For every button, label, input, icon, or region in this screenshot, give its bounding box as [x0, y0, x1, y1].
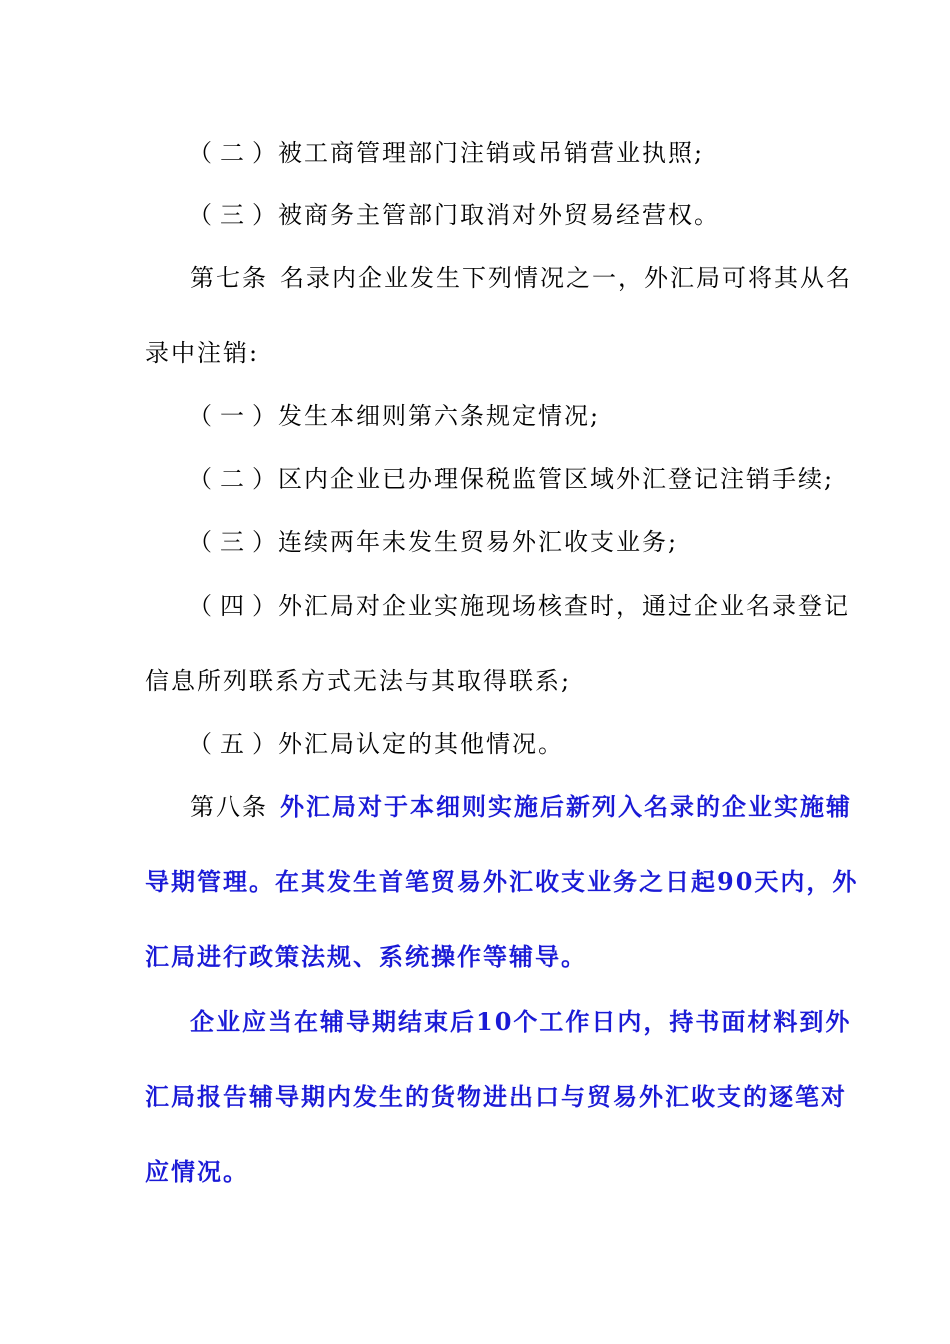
- article-label: 第八条: [190, 793, 268, 821]
- item-2-line: [0, 463, 950, 495]
- item-text: 区内企业已办理保税监管区域外汇登记注销手续;: [278, 465, 835, 493]
- paragraph-2-line-3: [0, 1156, 950, 1188]
- paragraph-2-line-1: [0, 1006, 950, 1038]
- item-marker: （三）: [188, 528, 284, 556]
- article-8-line-3: [0, 941, 950, 973]
- item-3-line: [0, 199, 950, 231]
- item-4-continuation: [0, 665, 950, 697]
- paragraph-text-highlighted: 汇局报告辅导期内发生的货物进出口与贸易外汇收支的逐笔对: [145, 1082, 847, 1111]
- paragraph-2-line-2: [0, 1081, 950, 1113]
- item-marker: （一）: [188, 402, 284, 430]
- item-text: 外汇局对企业实施现场核查时，通过企业名录登记: [278, 592, 850, 620]
- article-label: 第七条: [190, 264, 268, 292]
- item-text: 被工商管理部门注销或吊销营业执照;: [278, 139, 705, 167]
- paragraph-text-highlighted: 应情况。: [145, 1157, 249, 1186]
- item-marker: （二）: [188, 139, 284, 167]
- item-text: 被商务主管部门取消对外贸易经营权。: [278, 201, 720, 229]
- article-7-continuation: [0, 337, 950, 369]
- article-8-heading: [0, 791, 950, 823]
- item-text: 外汇局认定的其他情况。: [278, 730, 564, 758]
- item-marker: （五）: [188, 730, 284, 758]
- item-marker: （二）: [188, 465, 284, 493]
- item-4-line: [0, 590, 950, 622]
- paragraph-text-highlighted: 导期管理。在其发生首笔贸易外汇收支业务之日起90天内，外: [145, 867, 859, 896]
- item-marker: （四）: [188, 592, 284, 620]
- item-3-line: [0, 526, 950, 558]
- article-text-highlighted: 外汇局对于本细则实施后新列入名录的企业实施辅: [280, 792, 852, 821]
- paragraph-text-highlighted: 汇局进行政策法规、系统操作等辅导。: [145, 942, 587, 971]
- article-7-heading: [0, 262, 950, 294]
- article-text: 名录内企业发生下列情况之一，外汇局可将其从名: [280, 264, 852, 292]
- paragraph-text: 信息所列联系方式无法与其取得联系;: [145, 667, 572, 695]
- item-2-line: [0, 137, 950, 169]
- item-text: 连续两年未发生贸易外汇收支业务;: [278, 528, 679, 556]
- item-5-line: [0, 728, 950, 760]
- item-text: 发生本细则第六条规定情况;: [278, 402, 601, 430]
- paragraph-text-highlighted: 企业应当在辅导期结束后10个工作日内，持书面材料到外: [190, 1007, 852, 1036]
- item-marker: （三）: [188, 201, 284, 229]
- article-8-line-2: [0, 866, 950, 898]
- item-1-line: [0, 400, 950, 432]
- paragraph-text: 录中注销:: [145, 339, 260, 367]
